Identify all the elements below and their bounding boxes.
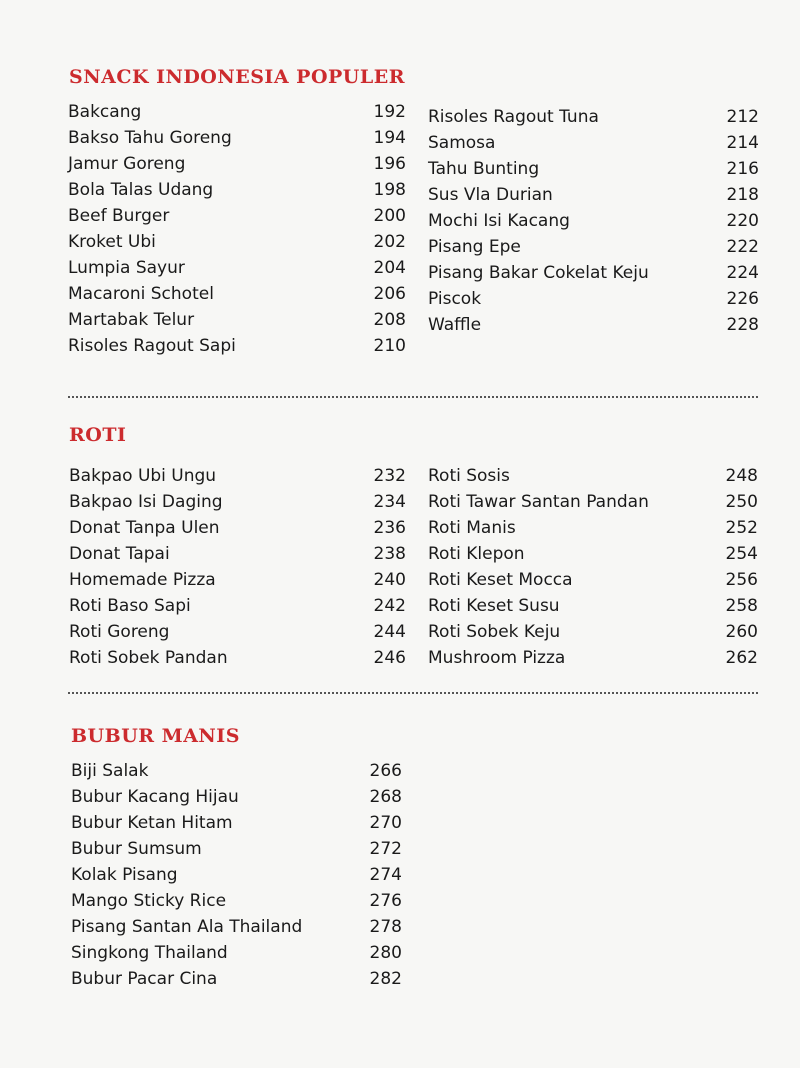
menu-entry xyxy=(68,151,406,177)
menu-entry xyxy=(71,862,402,888)
menu-entry xyxy=(428,260,759,286)
entry-page-number: 202 xyxy=(373,232,406,252)
menu-entry xyxy=(68,281,406,307)
menu-entry xyxy=(68,177,406,203)
left-column xyxy=(68,99,406,359)
entry-page-number: 258 xyxy=(725,596,758,616)
entry-page-number: 208 xyxy=(373,310,406,330)
entry-page-number: 270 xyxy=(369,813,402,833)
section-heading: SNACK INDONESIA POPULER xyxy=(69,66,406,88)
entry-name: Macaroni Schotel xyxy=(68,284,214,304)
menu-entry xyxy=(428,286,759,312)
entry-page-number: 192 xyxy=(373,102,406,122)
entry-page-number: 244 xyxy=(373,622,406,642)
entry-page-number: 272 xyxy=(369,839,402,859)
entry-name: Pisang Bakar Cokelat Keju xyxy=(428,263,649,283)
entry-page-number: 194 xyxy=(373,128,406,148)
entry-name: Roti Sobek Keju xyxy=(428,622,561,642)
entry-name: Donat Tanpa Ulen xyxy=(69,518,220,538)
entry-page-number: 282 xyxy=(369,969,402,989)
menu-entry xyxy=(69,567,406,593)
entry-page-number: 278 xyxy=(369,917,402,937)
entry-name: Bubur Ketan Hitam xyxy=(71,813,233,833)
entry-page-number: 222 xyxy=(726,237,759,257)
menu-entry xyxy=(71,966,402,992)
menu-entry xyxy=(69,515,406,541)
entry-page-number: 226 xyxy=(726,289,759,309)
entry-name: Roti Keset Mocca xyxy=(428,570,573,590)
entry-name: Bakpao Isi Daging xyxy=(69,492,223,512)
entry-name: Waffle xyxy=(428,315,482,335)
entry-page-number: 280 xyxy=(369,943,402,963)
entry-name: Beef Burger xyxy=(68,206,170,226)
entry-page-number: 232 xyxy=(373,466,406,486)
menu-entry xyxy=(428,463,758,489)
entry-name: Roti Sobek Pandan xyxy=(69,648,228,668)
menu-entry xyxy=(428,182,759,208)
entry-name: Risoles Ragout Tuna xyxy=(428,107,599,127)
entry-name: Lumpia Sayur xyxy=(68,258,185,278)
menu-entry xyxy=(428,104,759,130)
menu-entry xyxy=(68,307,406,333)
entry-page-number: 238 xyxy=(373,544,406,564)
entry-name: Roti Sosis xyxy=(428,466,510,486)
entry-name: Bubur Kacang Hijau xyxy=(71,787,239,807)
menu-entry xyxy=(428,312,759,338)
menu-entry xyxy=(428,515,758,541)
menu-entry xyxy=(71,836,402,862)
entry-name: Jamur Goreng xyxy=(68,154,186,174)
menu-entry xyxy=(71,888,402,914)
menu-entry xyxy=(428,234,759,260)
entry-name: Bakcang xyxy=(68,102,142,122)
entry-name: Pisang Santan Ala Thailand xyxy=(71,917,303,937)
entry-page-number: 228 xyxy=(726,315,759,335)
entry-name: Roti Goreng xyxy=(69,622,170,642)
menu-entry xyxy=(71,758,402,784)
entry-page-number: 236 xyxy=(373,518,406,538)
entry-page-number: 266 xyxy=(369,761,402,781)
entry-name: Bubur Pacar Cina xyxy=(71,969,218,989)
menu-entry xyxy=(71,914,402,940)
entry-name: Tahu Bunting xyxy=(428,159,540,179)
menu-entry xyxy=(68,229,406,255)
menu-entry xyxy=(69,593,406,619)
entry-page-number: 260 xyxy=(725,622,758,642)
entry-name: Mushroom Pizza xyxy=(428,648,566,668)
menu-entry xyxy=(71,810,402,836)
entry-name: Roti Tawar Santan Pandan xyxy=(428,492,649,512)
menu-entry xyxy=(428,645,758,671)
entry-name: Biji Salak xyxy=(71,761,149,781)
menu-entry xyxy=(428,156,759,182)
entry-name: Kroket Ubi xyxy=(68,232,156,252)
menu-entry xyxy=(69,619,406,645)
entry-page-number: 218 xyxy=(726,185,759,205)
entry-name: Donat Tapai xyxy=(69,544,170,564)
dotted-divider xyxy=(68,692,758,694)
menu-entry xyxy=(428,567,758,593)
menu-entry xyxy=(68,333,406,359)
entry-name: Roti Keset Susu xyxy=(428,596,560,616)
entry-name: Bola Talas Udang xyxy=(68,180,214,200)
dotted-divider xyxy=(68,396,758,398)
menu-entry xyxy=(68,203,406,229)
entry-name: Bakso Tahu Goreng xyxy=(68,128,232,148)
entry-name: Kolak Pisang xyxy=(71,865,178,885)
menu-entry xyxy=(428,208,759,234)
entry-page-number: 234 xyxy=(373,492,406,512)
entry-page-number: 210 xyxy=(373,336,406,356)
menu-entry xyxy=(428,489,758,515)
entry-name: Homemade Pizza xyxy=(69,570,216,590)
right-column xyxy=(428,104,759,338)
entry-page-number: 252 xyxy=(725,518,758,538)
menu-entry xyxy=(68,125,406,151)
menu-entry xyxy=(428,619,758,645)
entry-name: Roti Klepon xyxy=(428,544,525,564)
entry-page-number: 242 xyxy=(373,596,406,616)
entry-page-number: 276 xyxy=(369,891,402,911)
section-heading: ROTI xyxy=(69,424,127,446)
menu-entry xyxy=(69,645,406,671)
entry-name: Mango Sticky Rice xyxy=(71,891,227,911)
entry-name: Roti Manis xyxy=(428,518,516,538)
entry-name: Risoles Ragout Sapi xyxy=(68,336,236,356)
section-heading: BUBUR MANIS xyxy=(71,725,240,747)
menu-entry xyxy=(71,940,402,966)
entry-name: Singkong Thailand xyxy=(71,943,228,963)
entry-name: Bubur Sumsum xyxy=(71,839,202,859)
entry-name: Pisang Epe xyxy=(428,237,521,257)
menu-entry xyxy=(69,489,406,515)
menu-entry xyxy=(68,99,406,125)
entry-page-number: 214 xyxy=(726,133,759,153)
entry-name: Sus Vla Durian xyxy=(428,185,553,205)
entry-page-number: 274 xyxy=(369,865,402,885)
entry-name: Bakpao Ubi Ungu xyxy=(69,466,217,486)
menu-entry xyxy=(68,255,406,281)
entry-page-number: 256 xyxy=(725,570,758,590)
entry-page-number: 262 xyxy=(725,648,758,668)
entry-name: Piscok xyxy=(428,289,482,309)
menu-entry xyxy=(69,541,406,567)
entry-name: Martabak Telur xyxy=(68,310,195,330)
right-column xyxy=(428,463,758,671)
menu-entry xyxy=(428,541,758,567)
entry-page-number: 240 xyxy=(373,570,406,590)
entry-page-number: 200 xyxy=(373,206,406,226)
entry-name: Samosa xyxy=(428,133,496,153)
menu-entry xyxy=(71,784,402,810)
entry-page-number: 206 xyxy=(373,284,406,304)
entry-page-number: 212 xyxy=(726,107,759,127)
entry-page-number: 254 xyxy=(725,544,758,564)
entry-page-number: 198 xyxy=(373,180,406,200)
entry-page-number: 246 xyxy=(373,648,406,668)
entry-page-number: 220 xyxy=(726,211,759,231)
left-column xyxy=(69,463,406,671)
menu-entry xyxy=(428,593,758,619)
left-column xyxy=(71,758,402,992)
entry-name: Mochi Isi Kacang xyxy=(428,211,570,231)
entry-page-number: 268 xyxy=(369,787,402,807)
entry-page-number: 248 xyxy=(725,466,758,486)
menu-entry xyxy=(428,130,759,156)
entry-page-number: 204 xyxy=(373,258,406,278)
entry-page-number: 250 xyxy=(725,492,758,512)
entry-page-number: 224 xyxy=(726,263,759,283)
menu-entry xyxy=(69,463,406,489)
entry-name: Roti Baso Sapi xyxy=(69,596,191,616)
entry-page-number: 216 xyxy=(726,159,759,179)
entry-page-number: 196 xyxy=(373,154,406,174)
